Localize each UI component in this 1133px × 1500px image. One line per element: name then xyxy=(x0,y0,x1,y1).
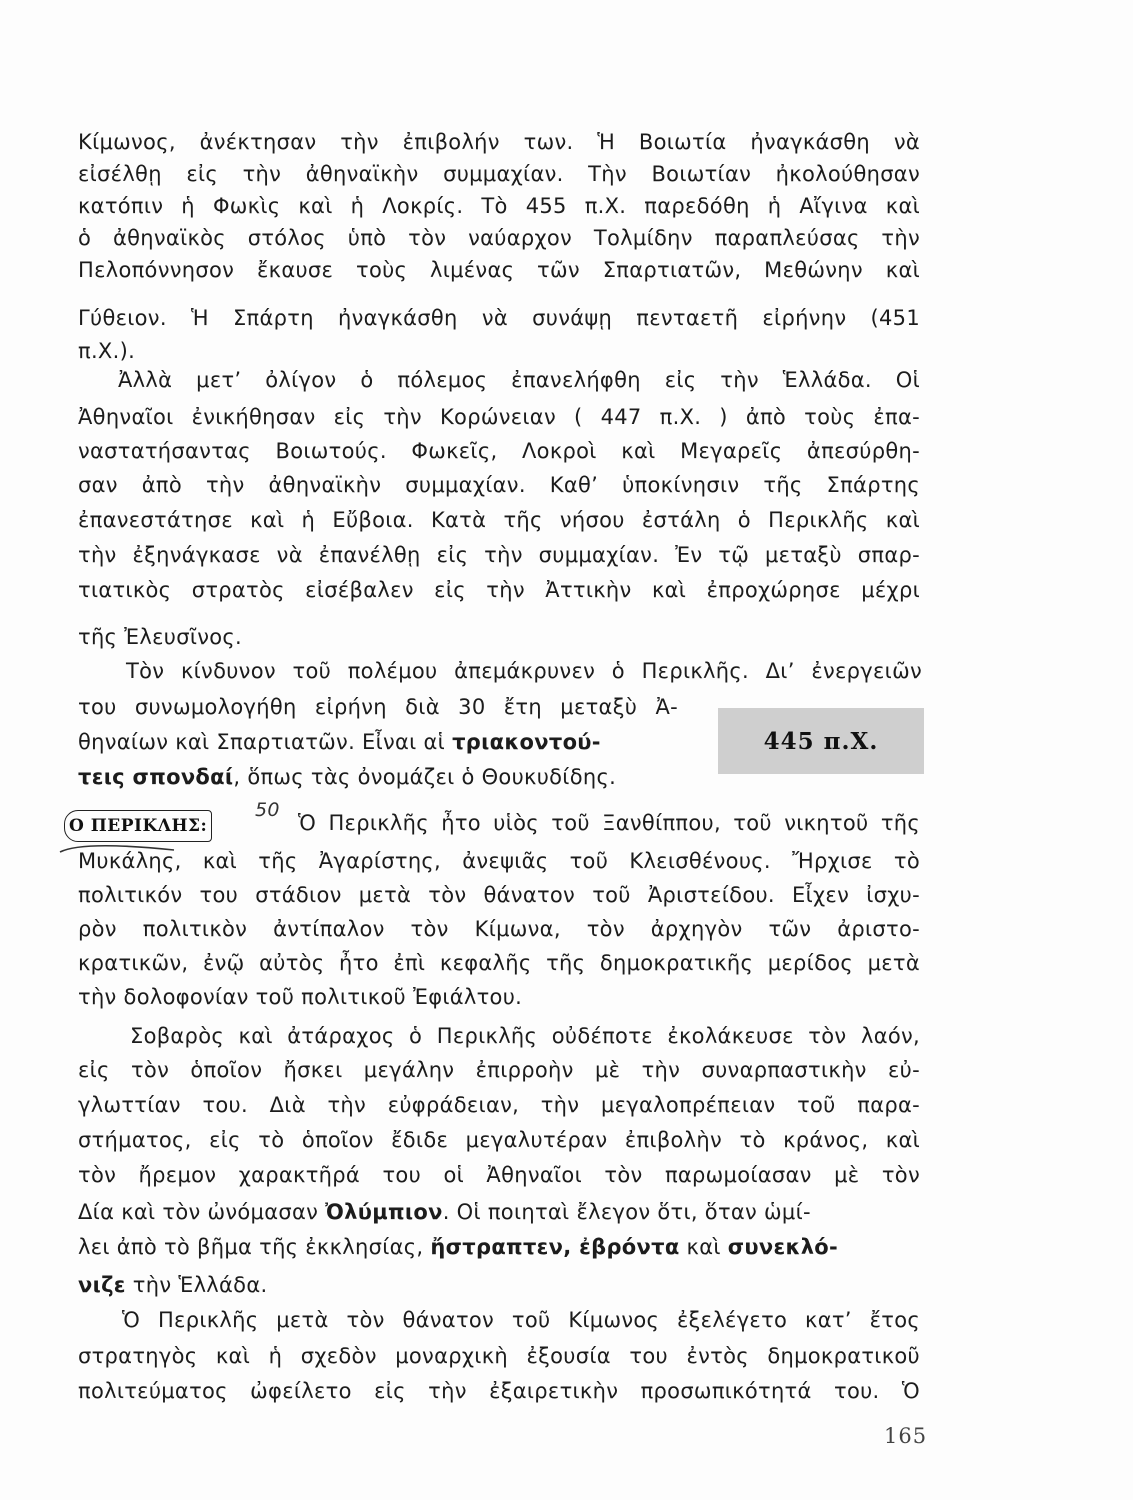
bold-term-spondai: τεις σπονδαί xyxy=(78,765,234,789)
text-span: θηναίων καὶ Σπαρτιατῶν. Εἶναι αἱ xyxy=(78,730,446,754)
text-line: Μυκάλης, καὶ τῆς Ἀγαρίστης, ἀνεψιᾶς τοῦ Κλεισθένους. Ἤρχισε τὸ xyxy=(78,849,920,873)
text-line: Ὁ Περικλῆς ἦτο υἱὸς τοῦ Ξανθίππου, τοῦ νικητοῦ τῆς xyxy=(298,811,920,835)
text-line: Ὁ Περικλῆς μετὰ τὸν θάνατον τοῦ Κίμωνος ἐξελέγετο κατ’ ἔτος xyxy=(122,1308,920,1332)
text-line xyxy=(78,1197,811,1227)
text-line: εἰσέλθῃ εἰς τὴν ἀθηναϊκὴν συμμαχίαν. Τὴν Βοιωτίαν ἠκολούθησαν xyxy=(78,162,920,186)
bold-term-syneklonize: συνεκλό- xyxy=(727,1235,839,1259)
page-number: 165 xyxy=(884,1424,928,1448)
bold-term-astrapten: ἤστραπτεν, ἐβρόντα xyxy=(430,1235,680,1259)
text-line: στήματος, εἰς τὸ ὁποῖον ἔδιδε μεγαλυτέραν ἐπιβολὴν τὸ κράνος, καὶ xyxy=(78,1128,920,1152)
text-line: γλωττίαν του. Διὰ τὴν εὐφράδειαν, τὴν μεγαλοπρέπειαν τοῦ παρα- xyxy=(78,1093,920,1117)
bold-term-syneklonize-cont: νιζε xyxy=(78,1273,126,1297)
text-line: Πελοπόννησον ἔκαυσε τοὺς λιμένας τῶν Σπαρτιατῶν, Μεθώνην καὶ xyxy=(78,258,920,282)
text-line: στρατηγὸς καὶ ἡ σχεδὸν μοναρχικὴ ἐξουσία του ἐντὸς δημοκρατικοῦ xyxy=(78,1344,920,1368)
text-span: καὶ xyxy=(686,1235,721,1259)
text-line: Γύθειον. Ἡ Σπάρτη ἠναγκάσθη νὰ συνάψῃ πενταετῆ εἰρήνην (451 xyxy=(78,306,920,330)
bold-term-olympios: Ὀλύμπιον xyxy=(325,1200,443,1224)
text-line xyxy=(78,762,616,792)
text-line: σαν ἀπὸ τὴν ἀθηναϊκὴν συμμαχίαν. Καθ’ ὑποκίνησιν τῆς Σπάρτης xyxy=(78,473,920,497)
text-line xyxy=(78,1270,267,1300)
text-line: του συνωμολογήθη εἰρήνη διὰ 30 ἔτη μεταξὺ Ἀ- xyxy=(78,695,678,719)
text-line: τιατικὸς στρατὸς εἰσέβαλεν εἰς τὴν Ἀττικὴν καὶ ἐπροχώρησε μέχρι xyxy=(78,578,920,602)
text-line: ὁ ἀθηναϊκὸς στόλος ὑπὸ τὸν ναύαρχον Τολμίδην παραπλεύσας τὴν xyxy=(78,226,920,250)
text-line: Σοβαρὸς καὶ ἀτάραχος ὁ Περικλῆς οὐδέποτε ἐκολάκευσε τὸν λαόν, xyxy=(130,1024,920,1048)
text-span: Δία καὶ τὸν ὠνόμασαν xyxy=(78,1200,319,1224)
text-line: πολιτεύματος ὠφείλετο εἰς τὴν ἐξαιρετικὴν προσωπικότητά του. Ὁ xyxy=(78,1379,920,1403)
text-line: τὸν ἤρεμον χαρακτῆρά του οἱ Ἀθηναῖοι τὸν παρωμοίασαν μὲ τὸν xyxy=(78,1163,920,1187)
text-line xyxy=(78,727,601,757)
text-line: ρὸν πολιτικὸν ἀντίπαλον τὸν Κίμωνα, τὸν ἀρχηγὸν τῶν ἀριστο- xyxy=(78,917,920,941)
text-line: τὴν δολοφονίαν τοῦ πολιτικοῦ Ἐφιάλτου. xyxy=(78,985,523,1009)
text-line: τὴν ἐξηνάγκασε νὰ ἐπανέλθῃ εἰς τὴν συμμαχίαν. Ἐν τῷ μεταξὺ σπαρ- xyxy=(78,543,920,567)
text-span: τὴν Ἑλλάδα. xyxy=(132,1273,268,1297)
text-span: . Οἱ ποιηταὶ ἔλεγον ὅτι, ὅταν ὡμί- xyxy=(442,1200,811,1224)
section-heading-pericles: Ο ΠΕΡΙΚΛΗΣ: xyxy=(64,810,212,842)
text-line: π.Χ.). xyxy=(78,339,136,363)
text-line: Ἀλλὰ μετ’ ὀλίγον ὁ πόλεμος ἐπανελήφθη εἰς τὴν Ἑλλάδα. Οἱ xyxy=(118,368,920,392)
margin-date-note: 445 π.Χ. xyxy=(718,708,924,774)
text-line: εἰς τὸν ὁποῖον ἤσκει μεγάλην ἐπιρροὴν μὲ τὴν συναρπαστικὴν εὐ- xyxy=(78,1058,920,1082)
bold-term-triakontouteis: τριακοντού- xyxy=(452,730,601,754)
text-line: κατόπιν ἡ Φωκὶς καὶ ἡ Λοκρίς. Τὸ 455 π.Χ. παρεδόθη ἡ Αἴγινα καὶ xyxy=(78,194,920,218)
text-line: πολιτικόν του στάδιον μετὰ τὸν θάνατον τοῦ Ἀριστείδου. Εἶχεν ἰσχυ- xyxy=(78,883,920,907)
text-line: ἐπανεστάτησε καὶ ἡ Εὔβοια. Κατὰ τῆς νήσου ἐστάλη ὁ Περικλῆς καὶ xyxy=(78,508,920,532)
text-line: κρατικῶν, ἐνῷ αὐτὸς ἦτο ἐπὶ κεφαλῆς τῆς δημοκρατικῆς μερίδος μετὰ xyxy=(78,951,920,975)
text-line: Τὸν κίνδυνον τοῦ πολέμου ἀπεμάκρυνεν ὁ Περικλῆς. Δι’ ἐνεργειῶν xyxy=(126,659,922,683)
text-span: λει ἀπὸ τὸ βῆμα τῆς ἐκκλησίας, xyxy=(78,1235,424,1259)
text-line: Κίμωνος, ἀνέκτησαν τὴν ἐπιβολήν των. Ἡ Βοιωτία ἠναγκάσθη νὰ xyxy=(78,130,920,154)
text-line: ναστατήσαντας Βοιωτούς. Φωκεῖς, Λοκροὶ καὶ Μεγαρεῖς ἀπεσύρθη- xyxy=(78,439,920,463)
handwritten-note-text: 50 xyxy=(255,799,280,821)
text-line xyxy=(78,1232,838,1262)
text-span: , ὅπως τὰς ὀνομάζει ὁ Θουκυδίδης. xyxy=(233,765,617,789)
text-line: τῆς Ἐλευσῖνος. xyxy=(78,625,243,649)
text-line: Ἀθηναῖοι ἐνικήθησαν εἰς τὴν Κορώνειαν ( 447 π.Χ. ) ἀπὸ τοὺς ἐπα- xyxy=(78,405,920,429)
